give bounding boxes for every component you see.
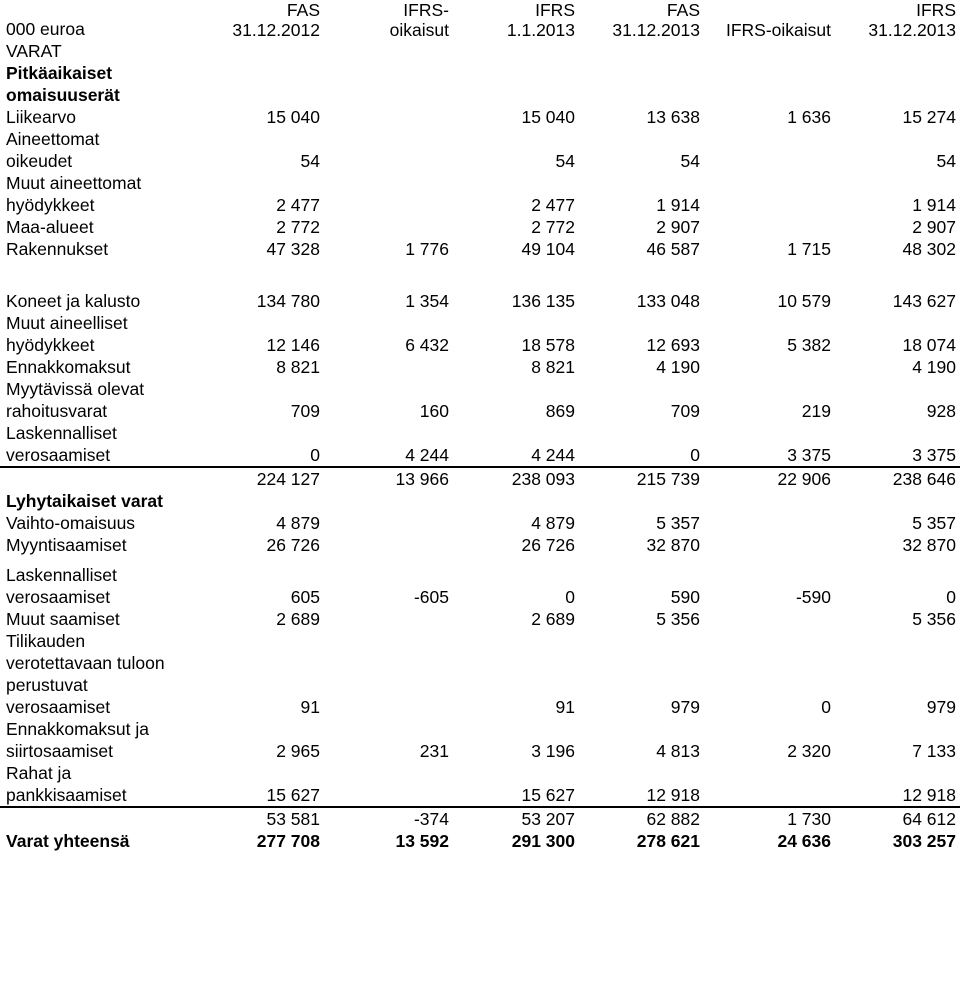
cell-value [324,62,453,106]
row-label [0,216,200,238]
row-label [0,378,200,422]
row-label [0,490,200,512]
cell-value: 869 [545,401,575,421]
table-row [0,830,960,852]
column-header-line: IFRS-oikaisut [725,20,831,40]
cell-value: 3 196 [531,741,575,761]
cell-value: 26 726 [521,535,575,555]
cell-value: 22 906 [704,467,835,490]
cell-value [324,608,453,630]
cell-value [324,490,453,512]
cell-value: 15 627 [266,785,320,805]
table-row [0,807,960,830]
row-label-line: verosaamiset [6,587,111,607]
cell-value [835,62,960,106]
cell-value [200,490,324,512]
table-row [0,40,960,62]
cell-value [324,216,453,238]
row-label-line: Laskennalliset [6,565,117,585]
row-label [0,630,200,718]
cell-value [704,534,835,556]
cell-value: 12 146 [266,335,320,355]
cell-value: 160 [419,401,449,421]
cell-value: 143 627 [892,291,956,311]
cell-value: 0 [690,445,700,465]
row-label [0,172,200,216]
cell-value: 4 244 [405,445,449,465]
cell-value [579,62,704,106]
cell-value: 979 [926,697,956,717]
cell-value [453,40,579,62]
column-header-line [704,0,831,20]
cell-value: 134 780 [256,291,320,311]
cell-value: 2 907 [912,217,956,237]
row-label [0,40,200,62]
cell-value [579,260,704,290]
table-row [0,238,960,260]
column-header [200,0,324,40]
cell-value: 10 579 [777,291,831,311]
cell-value: 0 [946,587,956,607]
cell-value [324,762,453,807]
cell-value: 1 354 [405,291,449,311]
cell-value: 1 776 [405,239,449,259]
row-label-line: Maa-alueet [6,217,94,237]
cell-value [453,62,579,106]
column-header [835,0,960,40]
cell-value: 928 [926,401,956,421]
column-header-line: IFRS- [403,0,449,20]
row-label-line: rahoitusvarat [6,401,108,421]
cell-value: 53 207 [453,807,579,830]
cell-value: 24 636 [777,831,831,851]
row-label-line [6,808,200,830]
cell-value: -374 [324,807,453,830]
column-header-line: 31.12.2013 [868,20,956,40]
row-label-line: Koneet ja kalusto [6,291,141,311]
cell-value: 5 356 [912,609,956,629]
cell-value: 5 357 [656,513,700,533]
cell-value: 133 048 [636,291,700,311]
cell-value [704,356,835,378]
cell-value [704,40,835,62]
cell-value [324,128,453,172]
cell-value: 64 612 [835,807,960,830]
cell-value: 91 [555,697,575,717]
row-label [0,608,200,630]
cell-value: 278 621 [636,831,700,851]
cell-value: 13 966 [324,467,453,490]
cell-value [200,40,324,62]
cell-value: 15 040 [521,107,575,127]
row-label-line: Tilikauden [6,631,86,651]
row-label-line: Muut aineelliset [6,313,128,333]
column-header [579,0,704,40]
row-label [0,467,200,490]
cell-value: 54 [300,151,320,171]
cell-value: 15 040 [266,107,320,127]
cell-value: 4 879 [531,513,575,533]
cell-value: 49 104 [521,239,575,259]
row-label-line: Muut aineettomat [6,173,142,193]
table-row [0,608,960,630]
table-row [0,512,960,534]
cell-value: 5 356 [656,609,700,629]
cell-value [324,356,453,378]
table-row [0,718,960,762]
table-row [0,378,960,422]
cell-value: 1 914 [656,195,700,215]
row-label-line: siirtosaamiset [6,741,113,761]
cell-value [835,490,960,512]
row-label-line: Lyhytaikaiset varat [6,491,163,511]
table-row [0,290,960,312]
cell-value [324,260,453,290]
table-row [0,534,960,556]
cell-value: 46 587 [646,239,700,259]
cell-value: 91 [300,697,320,717]
cell-value [704,608,835,630]
cell-value: 590 [670,587,700,607]
column-header-line: IFRS [916,0,956,20]
cell-value: 4 813 [656,741,700,761]
cell-value [704,62,835,106]
row-label-line [6,268,200,290]
table-row [0,128,960,172]
cell-value [704,216,835,238]
cell-value [704,172,835,216]
table-row [0,422,960,467]
cell-value [835,260,960,290]
cell-value: 2 477 [276,195,320,215]
cell-value: 32 870 [646,535,700,555]
cell-value: 8 821 [276,357,320,377]
column-header-line: 31.12.2013 [612,20,700,40]
cell-value: 26 726 [266,535,320,555]
table-row [0,216,960,238]
column-header [453,0,579,40]
row-label [0,290,200,312]
cell-value: 12 693 [646,335,700,355]
cell-value: 53 581 [200,807,324,830]
cell-value: 2 477 [531,195,575,215]
row-label [0,830,200,852]
cell-value: 4 244 [531,445,575,465]
cell-value: 4 190 [912,357,956,377]
cell-value: 231 [419,741,449,761]
cell-value: 215 739 [579,467,704,490]
row-label [0,260,200,290]
table-row [0,260,960,290]
cell-value: 2 965 [276,741,320,761]
column-header-line: oikaisut [389,20,449,40]
cell-value [704,260,835,290]
cell-value [453,260,579,290]
cell-value: 2 320 [787,741,831,761]
row-label [0,807,200,830]
cell-value: 2 907 [656,217,700,237]
cell-value: 0 [565,587,575,607]
cell-value [704,128,835,172]
cell-value: 4 879 [276,513,320,533]
cell-value [324,106,453,128]
row-label-line: Rakennukset [6,239,109,259]
cell-value: 15 274 [902,107,956,127]
cell-value: 303 257 [892,831,956,851]
cell-value: 219 [801,401,831,421]
row-label-line: oikeudet [6,151,73,171]
row-label-line [6,468,200,490]
cell-value: 605 [290,587,320,607]
cell-value [579,490,704,512]
table-row [0,762,960,807]
column-header-line: 1.1.2013 [506,20,575,40]
row-label [0,106,200,128]
cell-value: 32 870 [902,535,956,555]
cell-value: 7 133 [912,741,956,761]
row-label-line: Pitkäaikaiset [6,63,113,83]
cell-value: 2 689 [531,609,575,629]
cell-value: 0 [310,445,320,465]
cell-value: 18 074 [902,335,956,355]
cell-value: 54 [555,151,575,171]
row-label-line: Vaihto-omaisuus [6,513,136,533]
column-header [324,0,453,40]
cell-value: 48 302 [902,239,956,259]
row-label-line: hyödykkeet [6,195,95,215]
column-header-line: IFRS [535,0,575,20]
cell-value: 6 432 [405,335,449,355]
unit-label: 000 euroa [6,19,85,39]
table-row [0,467,960,490]
cell-value: 0 [821,697,831,717]
row-label-line: VARAT [6,41,62,61]
cell-value [704,512,835,534]
row-label [0,62,200,106]
table-row [0,356,960,378]
table-row [0,556,960,608]
row-label-line: Rahat ja [6,763,72,783]
cell-value [835,40,960,62]
cell-value: 5 382 [787,335,831,355]
row-label-line: Aineettomat [6,129,100,149]
cell-value: 1 715 [787,239,831,259]
cell-value: 277 708 [256,831,320,851]
cell-value [324,534,453,556]
header-row [0,0,960,40]
row-label-line: Ennakkomaksut [6,357,131,377]
cell-value: 709 [290,401,320,421]
row-label-line: verotettavaan tuloon [6,653,165,673]
cell-value: 2 772 [531,217,575,237]
cell-value [453,490,579,512]
row-label [0,762,200,807]
row-label-line: Liikearvo [6,107,77,127]
cell-value [324,172,453,216]
column-header-line: FAS [666,0,700,20]
row-label [0,556,200,608]
row-label-line: Muut saamiset [6,609,120,629]
cell-value: 3 375 [912,445,956,465]
cell-value: 224 127 [200,467,324,490]
cell-value: 238 646 [835,467,960,490]
row-label-line: Laskennalliset [6,423,117,443]
cell-value: 3 375 [787,445,831,465]
row-label [0,238,200,260]
table-row [0,106,960,128]
cell-value: 62 882 [579,807,704,830]
row-label [0,422,200,467]
cell-value: 1 730 [704,807,835,830]
table-row [0,172,960,216]
row-label [0,128,200,172]
cell-value [324,40,453,62]
cell-value: 54 [936,151,956,171]
row-label-line: Myyntisaamiset [6,535,127,555]
row-label [0,512,200,534]
cell-value [324,630,453,718]
cell-value: 1 914 [912,195,956,215]
column-header-line: FAS [286,0,320,20]
cell-value: 238 093 [453,467,579,490]
row-label-line: Varat yhteensä [6,831,130,851]
cell-value [704,490,835,512]
table-row [0,312,960,356]
table-row [0,62,960,106]
row-label [0,534,200,556]
cell-value: 979 [670,697,700,717]
cell-value: 47 328 [266,239,320,259]
row-label-line: verosaamiset [6,697,111,717]
column-header-line: 31.12.2012 [232,20,320,40]
row-label-line: perustuvat [6,675,88,695]
row-label [0,312,200,356]
cell-value: 12 918 [902,785,956,805]
row-label-line: Ennakkomaksut ja [6,719,149,739]
row-label [0,356,200,378]
cell-value: 13 592 [395,831,449,851]
table-row [0,630,960,718]
cell-value [704,762,835,807]
row-label-line: Myytävissä olevat [6,379,145,399]
row-label-line: verosaamiset [6,445,111,465]
cell-value: 136 135 [511,291,575,311]
cell-value: 54 [680,151,700,171]
row-label [0,718,200,762]
cell-value: 8 821 [531,357,575,377]
cell-value [200,62,324,106]
cell-value: 5 357 [912,513,956,533]
cell-value [200,260,324,290]
table-row [0,490,960,512]
cell-value: 15 627 [521,785,575,805]
row-label-line: omaisuuserät [6,85,120,105]
cell-value: 2 689 [276,609,320,629]
row-label-line: hyödykkeet [6,335,95,355]
cell-value: 18 578 [521,335,575,355]
cell-value: -590 [795,587,831,607]
cell-value: 2 772 [276,217,320,237]
cell-value: 1 636 [787,107,831,127]
cell-value [324,512,453,534]
cell-value: 4 190 [656,357,700,377]
cell-value: 291 300 [511,831,575,851]
cell-value [579,40,704,62]
row-label-line: pankkisaamiset [6,785,127,805]
cell-value: 709 [670,401,700,421]
column-header [704,0,835,40]
cell-value: 13 638 [646,107,700,127]
cell-value: -605 [413,587,449,607]
cell-value: 12 918 [646,785,700,805]
